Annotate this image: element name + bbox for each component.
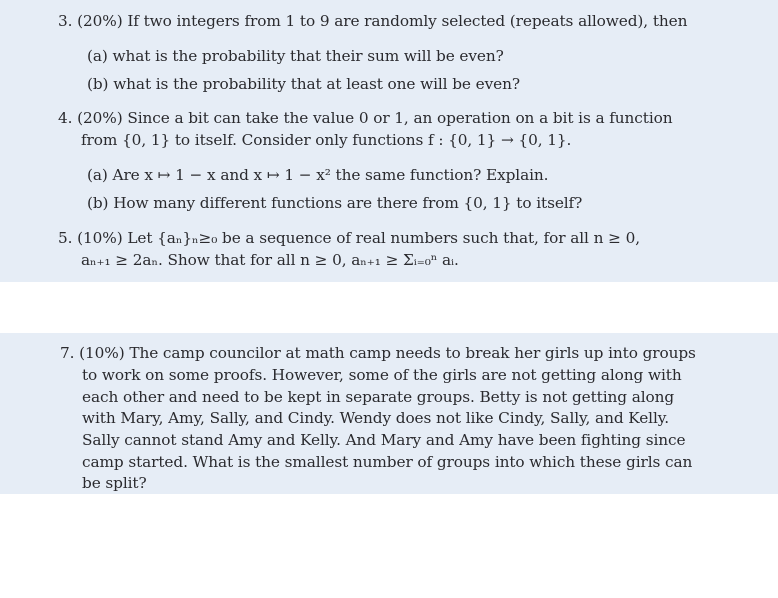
problem-5-line-1: 5. (10%) Let {aₙ}ₙ≥₀ be a sequence of real numbers such that, for all n ≥ 0, xyxy=(58,229,640,247)
scanned-page-top xyxy=(0,0,778,282)
problem-4-part-a: (a) Are x ↦ 1 − x and x ↦ 1 − x² the same function? Explain. xyxy=(87,166,549,184)
problem-4-stem-line-1: 4. (20%) Since a bit can take the value 0 or 1, an operation on a bit is a function xyxy=(58,109,673,127)
problem-7-line-3: each other and need to be kept in separate groups. Betty is not getting along xyxy=(82,388,675,406)
problem-7-line-6: camp started. What is the smallest number of groups into which these girls can xyxy=(82,453,693,471)
problem-3-part-a: (a) what is the probability that their sum will be even? xyxy=(87,47,504,65)
problem-7-line-4: with Mary, Amy, Sally, and Cindy. Wendy does not like Cindy, Sally, and Kelly. xyxy=(82,409,670,427)
problem-7-line-1: 7. (10%) The camp councilor at math camp needs to break her girls up into groups xyxy=(60,344,696,362)
problem-5-line-2: aₙ₊₁ ≥ 2aₙ. Show that for all n ≥ 0, aₙ₊₁ ≥ Σᵢ₌₀ⁿ aᵢ. xyxy=(81,251,459,269)
problem-3-part-b: (b) what is the probability that at least one will be even? xyxy=(87,75,520,93)
problem-7-line-5: Sally cannot stand Amy and Kelly. And Mary and Amy have been fighting since xyxy=(82,431,686,449)
problem-7-line-7: be split? xyxy=(82,474,147,492)
problem-7-line-2: to work on some proofs. However, some of the girls are not getting along with xyxy=(82,366,682,384)
scanned-page-bottom xyxy=(0,333,778,494)
problem-4-part-b: (b) How many different functions are there from {0, 1} to itself? xyxy=(87,194,583,212)
problem-3-stem: 3. (20%) If two integers from 1 to 9 are randomly selected (repeats allowed), then xyxy=(58,12,688,30)
problem-4-stem-line-2: from {0, 1} to itself. Consider only functions f : {0, 1} → {0, 1}. xyxy=(81,131,572,149)
